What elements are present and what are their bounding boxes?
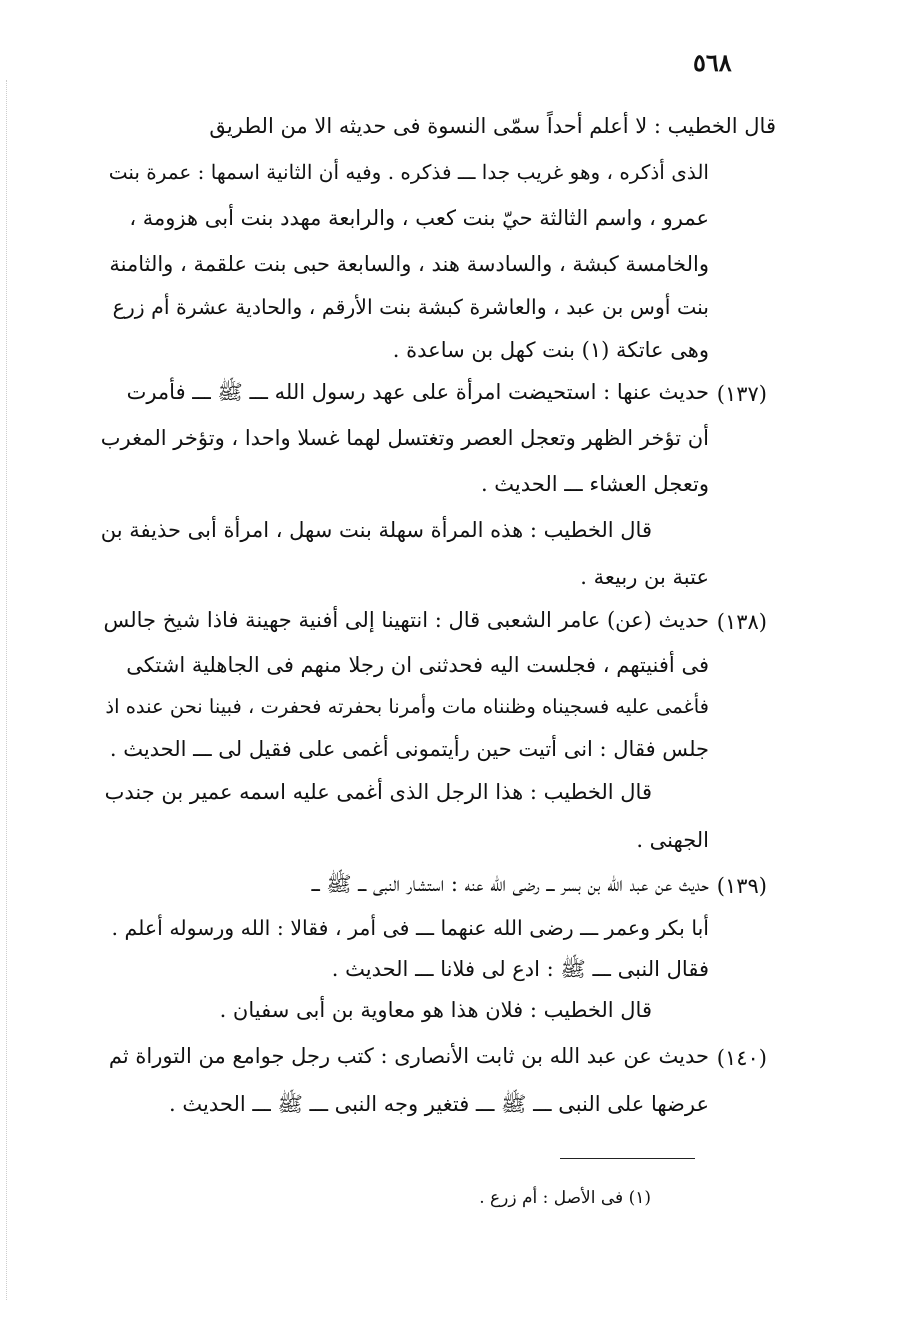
text-line: فى أفنيتهم ، فجلست اليه فحدثنى ان رجلا منهم فى الجاهلية اشتكى bbox=[126, 653, 709, 677]
text-line: جلس فقال : انى أتيت حين رأيتمونى أغمى على فقيل لى ـــ الحديث . bbox=[109, 737, 709, 761]
text-line: قال الخطيب : هذه المرأة سهلة بنت سهل ، امرأة أبى حذيفة بن bbox=[100, 518, 652, 542]
text-line: قال الخطيب : لا أعلم أحداً سمّى النسوة فى حديثه الا من الطريق bbox=[209, 114, 776, 138]
hadith-number: (١٣٧) bbox=[716, 382, 767, 406]
text-line: وهى عاتكة (١) بنت كهل بن ساعدة . bbox=[392, 338, 709, 362]
text-line: الذى أذكره ، وهو غريب جدا ـــ فذكره . وفيه أن الثانية اسمها : عمرة بنت bbox=[108, 160, 709, 184]
hadith-number: (١٤٠) bbox=[716, 1046, 767, 1070]
text-line: أبا بكر وعمر ـــ رضى الله عنهما ـــ فى أمر ، فقالا : الله ورسوله أعلم . bbox=[111, 916, 709, 940]
footnote-divider bbox=[560, 1158, 695, 1159]
text-line: حديث (عن) عامر الشعبى قال : انتهينا إلى أفنية جهينة فاذا شيخ جالس bbox=[103, 608, 709, 632]
text-line: أن تؤخر الظهر وتعجل العصر وتغتسل لهما غسلا واحدا ، وتؤخر المغرب bbox=[100, 426, 709, 450]
text-line: وتعجل العشاء ـــ الحديث . bbox=[480, 472, 709, 496]
text-line: بنت أوس بن عبد ، والعاشرة كبشة بنت الأرقم ، والحادية عشرة أم زرع bbox=[112, 295, 709, 319]
text-line: الجهنى . bbox=[636, 828, 709, 852]
page-number: ٥٦٨ bbox=[693, 48, 732, 77]
text-line: عرضها على النبى ـــ ﷺ ـــ فتغير وجه النبى ـــ ﷺ ـــ الحديث . bbox=[169, 1092, 709, 1116]
text-line: قال الخطيب : هذا الرجل الذى أغمى عليه اسمه عمير بن جندب bbox=[104, 780, 652, 804]
text-line: فقال النبى ـــ ﷺ : ادع لى فلانا ـــ الحديث . bbox=[331, 957, 709, 981]
text-line: حديث عنها : استحيضت امرأة على عهد رسول الله ـــ ﷺ ـــ فأمرت bbox=[126, 380, 709, 404]
text-line: والخامسة كبشة ، والسادسة هند ، والسابعة حبى بنت علقمة ، والثامنة bbox=[109, 252, 709, 276]
text-line: حديث عن عبد الله بن ثابت الأنصارى : كتب رجل جوامع من التوراة ثم bbox=[108, 1044, 709, 1068]
text-line: عتبة بن ربيعة . bbox=[580, 565, 709, 589]
scan-edge-shadow bbox=[6, 80, 7, 1300]
text-line: قال الخطيب : فلان هذا هو معاوية بن أبى سفيان . bbox=[219, 998, 652, 1022]
text-line: عمرو ، واسم الثالثة حيّ بنت كعب ، والرابعة مهدد بنت أبى هزومة ، bbox=[129, 206, 709, 230]
footnote: (١) فى الأصل : أم زرع . bbox=[479, 1188, 651, 1208]
text-line: فأغمى عليه فسجيناه وظنناه مات وأمرنا بحفرته فحفرت ، فبينا نحن عنده اذ bbox=[105, 695, 709, 718]
text-line: حديث عن عبد الله بن بسر ـــ رضى الله عنه : استشار النبى ـــ ﷺ ـــ bbox=[311, 872, 709, 896]
hadith-number: (١٣٩) bbox=[716, 874, 767, 898]
hadith-number: (١٣٨) bbox=[716, 610, 767, 634]
